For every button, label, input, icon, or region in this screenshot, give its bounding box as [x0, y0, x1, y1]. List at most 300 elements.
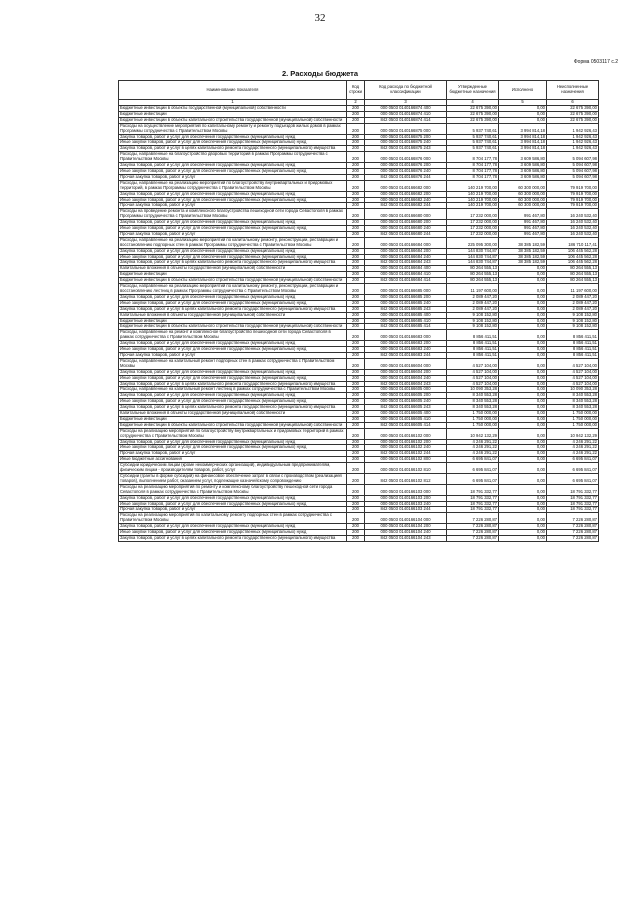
table-row [119, 134, 599, 140]
row-name: Иные закупки товаров, работ и услуг для обеспечения государственных (муниципальных) нужд [119, 140, 347, 146]
row-line-code: 200 [347, 416, 365, 422]
row-unexecuted: 16 240 532,40 [547, 209, 599, 220]
row-unexecuted: 22 675 390,00 [547, 106, 599, 112]
row-line-code: 200 [347, 300, 365, 306]
row-approved: 8 856 411,51 [447, 352, 499, 358]
row-executed: 0,00 [499, 445, 547, 451]
row-classification-code: 000 0503 0140166680 000 [365, 209, 447, 220]
row-executed: 0,00 [499, 416, 547, 422]
row-classification-code: 000 0503 0140166875 200 [365, 134, 447, 140]
row-line-code: 200 [347, 152, 365, 163]
column-number: 2 [347, 100, 365, 106]
row-line-code: 200 [347, 358, 365, 369]
row-name: Расходы, направленные на реализацию мероприятий по капитальному ремонту, реконструкции, реставрации и восстановлению подпорных стен в рамках Программы сотрудничества с Правительством Москвы [119, 237, 347, 248]
row-unexecuted: 2 089 447,20 [547, 294, 599, 300]
row-classification-code: 000 0503 0140166876 000 [365, 152, 447, 163]
row-approved: 8 340 553,28 [447, 399, 499, 405]
row-approved: 140 219 700,00 [447, 180, 499, 191]
row-classification-code: 000 0503 0140166680 200 [365, 220, 447, 226]
row-unexecuted: 8 856 411,51 [547, 347, 599, 353]
table-row [119, 248, 599, 254]
row-classification-code: 000 0503 0140166604 000 [365, 358, 447, 369]
row-name: Расходы, направленные на реализацию мероприятий по благоустройству внутриквартальных и придомовых территорий, в рамках Программы сотрудничества с Правительством Москвы [119, 180, 347, 191]
page-number: 32 [314, 12, 326, 24]
row-name: Закупка товаров, работ и услуг для обеспечения государственных (муниципальных) нужд [119, 341, 347, 347]
row-line-code: 200 [347, 411, 365, 417]
row-name: Закупка товаров, работ и услуг в целях капитального ремонта государственного (муниципального) имущества [119, 405, 347, 411]
row-classification-code: 000 0503 0140166682 200 [365, 191, 447, 197]
row-classification-code: 842 0503 0140166680 244 [365, 231, 447, 237]
row-unexecuted: 6 695 841,07 [547, 463, 599, 474]
header-approved: Утвержденные бюджетные назначения [447, 81, 499, 100]
row-classification-code: 000 0503 0140166682 240 [365, 197, 447, 203]
row-line-code: 200 [347, 347, 365, 353]
row-executed: 0,00 [499, 463, 547, 474]
row-name: Закупка товаров, работ и услуг для обеспечения государственных (муниципальных) нужд [119, 369, 347, 375]
row-approved: 8 704 177,78 [447, 174, 499, 180]
row-executed: 3 609 586,80 [499, 152, 547, 163]
row-approved: 2 089 447,20 [447, 306, 499, 312]
row-approved: 4 246 291,22 [447, 445, 499, 451]
row-executed: 0,00 [499, 524, 547, 530]
row-executed: 0,00 [499, 428, 547, 439]
table-row [119, 513, 599, 524]
row-executed: 0,00 [499, 106, 547, 112]
row-executed: 0,00 [499, 306, 547, 312]
row-classification-code: 000 0503 0140166684 240 [365, 254, 447, 260]
row-line-code: 200 [347, 318, 365, 324]
row-approved: 80 264 555,13 [447, 272, 499, 278]
row-unexecuted: 5 094 607,98 [547, 168, 599, 174]
row-classification-code: 000 0503 0140166104 000 [365, 513, 447, 524]
row-name: Расходы, направленные на ремонт и комплексное благоустройство пешеходной сети города Севастополя в рамках сотрудничества с Правительством Москвы [119, 330, 347, 341]
row-classification-code: 000 0503 0140166102 240 [365, 445, 447, 451]
row-approved: 7 226 280,87 [447, 524, 499, 530]
table-row [119, 163, 599, 169]
row-name: Прочая закупка товаров, работ и услуг [119, 203, 347, 209]
row-line-code: 200 [347, 237, 365, 248]
row-name: Расходы на проведение ремонта и комплексного благоустройства пешеходной сети города Севастополя в рамках Программы сотрудничества с Правительством Москвы [119, 209, 347, 220]
row-line-code: 200 [347, 117, 365, 123]
row-unexecuted: 9 108 152,80 [547, 318, 599, 324]
row-line-code: 200 [347, 111, 365, 117]
row-unexecuted: 7 226 280,87 [547, 513, 599, 524]
row-approved: 1 750 000,00 [447, 422, 499, 428]
row-executed: 0,00 [499, 474, 547, 485]
row-approved: 22 675 390,00 [447, 106, 499, 112]
row-name: Закупка товаров, работ и услуг в целях капитального ремонта государственного (муниципального) имущества [119, 306, 347, 312]
table-row [119, 260, 599, 266]
row-approved: 4 527 104,00 [447, 375, 499, 381]
row-classification-code: 000 0503 0140166103 200 [365, 495, 447, 501]
table-row [119, 152, 599, 163]
row-unexecuted: 79 919 700,00 [547, 180, 599, 191]
row-executed: 0,00 [499, 422, 547, 428]
row-unexecuted: 1 750 000,00 [547, 422, 599, 428]
row-approved: 18 791 332,77 [447, 507, 499, 513]
row-line-code: 200 [347, 134, 365, 140]
row-line-code: 200 [347, 393, 365, 399]
row-executed: 991 467,80 [499, 209, 547, 220]
row-line-code: 200 [347, 203, 365, 209]
row-line-code: 200 [347, 352, 365, 358]
row-executed: 3 994 814,18 [499, 146, 547, 152]
row-approved: 144 830 744,87 [447, 254, 499, 260]
row-line-code: 200 [347, 168, 365, 174]
row-name: Бюджетные инвестиции [119, 272, 347, 278]
row-executed: 0,00 [499, 399, 547, 405]
header-line-code: Код строки [347, 81, 365, 100]
row-unexecuted: 7 226 280,87 [547, 530, 599, 536]
row-name: Расходы, направленные на благоустройство дворовых территорий в рамках Программы сотрудничества с Правительством Москвы [119, 152, 347, 163]
row-line-code: 200 [347, 405, 365, 411]
row-classification-code: 000 0503 0140166680 240 [365, 226, 447, 232]
row-unexecuted: 8 856 411,51 [547, 330, 599, 341]
row-approved: 4 246 291,22 [447, 439, 499, 445]
row-classification-code: 000 0503 0140166683 000 [365, 330, 447, 341]
row-classification-code: 842 0503 0140166103 244 [365, 507, 447, 513]
column-number: 6 [547, 100, 599, 106]
table-row [119, 535, 599, 541]
row-line-code: 200 [347, 428, 365, 439]
row-line-code: 200 [347, 209, 365, 220]
row-executed: 3 994 814,18 [499, 140, 547, 146]
row-unexecuted: 6 695 841,07 [547, 474, 599, 485]
row-unexecuted: 1 750 000,00 [547, 416, 599, 422]
row-line-code: 200 [347, 457, 365, 463]
table-row [119, 220, 599, 226]
table-row [119, 191, 599, 197]
row-unexecuted: 1 942 926,43 [547, 140, 599, 146]
row-executed: 0,00 [499, 117, 547, 123]
row-unexecuted: 9 108 152,80 [547, 324, 599, 330]
row-unexecuted: 16 240 532,40 [547, 220, 599, 226]
row-executed: 0,00 [499, 451, 547, 457]
row-executed: 0,00 [499, 393, 547, 399]
row-executed: 0,00 [499, 411, 547, 417]
row-classification-code: 000 0503 0140166685 240 [365, 300, 447, 306]
row-classification-code: 000 0503 0140166876 240 [365, 168, 447, 174]
row-approved: 80 264 555,13 [447, 278, 499, 284]
row-line-code: 200 [347, 445, 365, 451]
row-classification-code: 000 0503 0140166684 400 [365, 266, 447, 272]
row-line-code: 200 [347, 306, 365, 312]
row-line-code: 200 [347, 439, 365, 445]
row-name: Закупка товаров, работ и услуг в целях капитального ремонта государственного (муниципального) имущества [119, 146, 347, 152]
row-classification-code: 000 0503 0140166605 240 [365, 399, 447, 405]
row-approved: 1 750 000,00 [447, 416, 499, 422]
row-unexecuted: 80 264 555,13 [547, 266, 599, 272]
row-executed: 0,00 [499, 284, 547, 295]
row-name: Закупка товаров, работ и услуг для обеспечения государственных (муниципальных) нужд [119, 134, 347, 140]
table-row [119, 474, 599, 485]
row-line-code: 200 [347, 387, 365, 393]
row-name: Прочая закупка товаров, работ и услуг [119, 451, 347, 457]
row-approved: 6 695 841,07 [447, 463, 499, 474]
row-executed: 0,00 [499, 111, 547, 117]
row-unexecuted: 11 197 600,00 [547, 284, 599, 295]
header-executed: Исполнено [499, 81, 547, 100]
row-classification-code: 000 0503 0140166684 000 [365, 237, 447, 248]
row-unexecuted: 2 089 447,20 [547, 300, 599, 306]
row-name: Капитальные вложения в объекты государственной (муниципальной) собственности [119, 312, 347, 318]
row-line-code: 200 [347, 422, 365, 428]
row-unexecuted: 4 527 104,00 [547, 375, 599, 381]
row-name: Бюджетные инвестиции [119, 111, 347, 117]
row-line-code: 200 [347, 463, 365, 474]
row-name: Иные закупки товаров, работ и услуг для обеспечения государственных (муниципальных) нужд [119, 168, 347, 174]
row-approved: 17 232 000,00 [447, 231, 499, 237]
row-unexecuted: 8 340 553,28 [547, 393, 599, 399]
table-row [119, 330, 599, 341]
row-approved: 8 856 411,51 [447, 341, 499, 347]
row-unexecuted: 18 791 332,77 [547, 501, 599, 507]
row-approved: 144 830 744,87 [447, 248, 499, 254]
row-name: Иные закупки товаров, работ и услуг для обеспечения государственных (муниципальных) нужд [119, 399, 347, 405]
row-executed: 991 467,80 [499, 226, 547, 232]
row-name: Иные закупки товаров, работ и услуг для обеспечения государственных (муниципальных) нужд [119, 226, 347, 232]
row-classification-code: 000 0503 0140166684 410 [365, 272, 447, 278]
row-classification-code: 842 0503 0140166604 243 [365, 381, 447, 387]
row-name: Расходы на осуществление мероприятий по капитальному ремонту и ремонту подъездов жилых домов в рамках Программы сотрудничества с Правительством Москвы [119, 123, 347, 134]
row-name: Закупка товаров, работ и услуг для обеспечения государственных (муниципальных) нужд [119, 495, 347, 501]
row-name: Капитальные вложения в объекты государственной (муниципальной) собственности [119, 266, 347, 272]
row-name: Закупка товаров, работ и услуг для обеспечения государственных (муниципальных) нужд [119, 439, 347, 445]
column-number: 4 [447, 100, 499, 106]
row-name: Расходы, направленные на капитальный ремонт подпорных стен в рамках сотрудничества с Правительством Москвы [119, 358, 347, 369]
row-line-code: 200 [347, 197, 365, 203]
row-approved: 7 226 280,87 [447, 535, 499, 541]
row-classification-code: 000 0503 0140166685 000 [365, 284, 447, 295]
row-classification-code: 842 0503 0140166102 812 [365, 474, 447, 485]
header-unexecuted: Неисполненные назначения [547, 81, 599, 100]
row-classification-code: 842 0503 0140166104 243 [365, 535, 447, 541]
row-executed: 0,00 [499, 358, 547, 369]
row-executed: 0,00 [499, 324, 547, 330]
row-executed: 0,00 [499, 278, 547, 284]
row-classification-code: 000 0503 0140166682 000 [365, 180, 447, 191]
row-approved: 9 108 152,80 [447, 318, 499, 324]
row-approved: 5 937 740,61 [447, 123, 499, 134]
row-classification-code: 842 0503 0140166875 243 [365, 146, 447, 152]
row-approved: 140 219 700,00 [447, 203, 499, 209]
row-classification-code: 000 0503 0140166685 410 [365, 318, 447, 324]
row-unexecuted: 7 226 280,87 [547, 535, 599, 541]
row-approved: 10 090 353,28 [447, 387, 499, 393]
row-unexecuted: 16 240 532,40 [547, 226, 599, 232]
row-classification-code: 842 0503 0140166685 243 [365, 306, 447, 312]
table-row [119, 146, 599, 152]
row-approved: 8 704 177,78 [447, 152, 499, 163]
row-classification-code: 000 0503 0140166605 410 [365, 416, 447, 422]
row-line-code: 200 [347, 140, 365, 146]
row-line-code: 200 [347, 284, 365, 295]
row-unexecuted: 106 445 562,28 [547, 260, 599, 266]
row-name: Иные закупки товаров, работ и услуг для обеспечения государственных (муниципальных) нужд [119, 501, 347, 507]
row-name: Иные закупки товаров, работ и услуг для обеспечения государственных (муниципальных) нужд [119, 530, 347, 536]
row-approved: 8 704 177,78 [447, 163, 499, 169]
row-line-code: 200 [347, 294, 365, 300]
row-name: Закупка товаров, работ и услуг в целях капитального ремонта государственного (муниципального) имущества [119, 260, 347, 266]
table-row [119, 284, 599, 295]
row-unexecuted: 1 750 000,00 [547, 411, 599, 417]
row-approved: 17 232 000,00 [447, 209, 499, 220]
table-row [119, 226, 599, 232]
row-approved: 22 675 390,00 [447, 117, 499, 123]
row-executed: 0,00 [499, 300, 547, 306]
column-number: 1 [119, 100, 347, 106]
row-executed: 0,00 [499, 375, 547, 381]
row-name: Расходы на реализацию мероприятий по ремонту и комплексному благоустройству пешеходной сети города Севастополя в рамках сотрудничества с Правительством Москвы [119, 484, 347, 495]
row-line-code: 200 [347, 507, 365, 513]
row-name: Закупка товаров, работ и услуг в целях капитального ремонта государственного (муниципального) имущества [119, 535, 347, 541]
row-unexecuted: 79 919 700,00 [547, 203, 599, 209]
row-approved: 9 108 152,80 [447, 312, 499, 318]
row-classification-code: 000 0503 0140166102 810 [365, 463, 447, 474]
row-name: Расходы, направленные на реализацию мероприятий по капитальному ремонту, реконструкции, реставрации и восстановлению лестниц в рамках Программы сотрудничества с Правительством Москвы [119, 284, 347, 295]
header-classification-code: Код расхода по бюджетной классификации [365, 81, 447, 100]
row-line-code: 200 [347, 341, 365, 347]
row-classification-code: 842 0503 0140166605 243 [365, 405, 447, 411]
row-approved: 4 527 104,00 [447, 381, 499, 387]
table-row [119, 428, 599, 439]
row-executed: 0,00 [499, 484, 547, 495]
row-name: Бюджетные инвестиции в объекты государственной (муниципальной) собственности [119, 106, 347, 112]
row-name: Расходы, направленные на капитальный ремонт лестниц в рамках сотрудничества с Правительством Москвы [119, 387, 347, 393]
row-unexecuted: 1 942 926,43 [547, 146, 599, 152]
row-classification-code: 842 0503 0140166685 414 [365, 324, 447, 330]
row-executed: 0,00 [499, 507, 547, 513]
row-classification-code: 000 0503 0140166103 000 [365, 484, 447, 495]
row-unexecuted: 106 445 562,28 [547, 254, 599, 260]
row-line-code: 200 [347, 146, 365, 152]
row-classification-code: 842 0503 0140166876 244 [365, 174, 447, 180]
row-executed: 3 994 814,18 [499, 123, 547, 134]
row-line-code: 200 [347, 501, 365, 507]
row-name: Иные закупки товаров, работ и услуг для обеспечения государственных (муниципальных) нужд [119, 197, 347, 203]
row-line-code: 200 [347, 524, 365, 530]
row-unexecuted: 10 942 132,29 [547, 428, 599, 439]
row-line-code: 200 [347, 191, 365, 197]
row-executed: 0,00 [499, 266, 547, 272]
row-line-code: 200 [347, 220, 365, 226]
row-name: Иные закупки товаров, работ и услуг для обеспечения государственных (муниципальных) нужд [119, 347, 347, 353]
row-unexecuted: 106 445 562,28 [547, 248, 599, 254]
table-row [119, 254, 599, 260]
row-approved: 80 264 555,13 [447, 266, 499, 272]
column-number: 5 [499, 100, 547, 106]
row-approved: 144 830 744,87 [447, 260, 499, 266]
row-executed: 60 300 000,00 [499, 180, 547, 191]
row-name: Прочая закупка товаров, работ и услуг [119, 174, 347, 180]
row-executed: 0,00 [499, 530, 547, 536]
row-name: Расходы на реализацию мероприятий по благоустройству внутриквартальных и придомовых территорий в рамках сотрудничества с Правительством Москвы [119, 428, 347, 439]
row-line-code: 200 [347, 180, 365, 191]
row-line-code: 200 [347, 226, 365, 232]
row-unexecuted: 4 246 291,22 [547, 439, 599, 445]
table-row [119, 237, 599, 248]
row-unexecuted: 6 695 841,07 [547, 457, 599, 463]
row-executed: 0,00 [499, 495, 547, 501]
row-unexecuted: 9 108 152,80 [547, 312, 599, 318]
table-row [119, 231, 599, 237]
row-classification-code: 842 0503 0140166684 414 [365, 278, 447, 284]
row-classification-code: 000 0503 0140166104 200 [365, 524, 447, 530]
row-approved: 6 695 841,07 [447, 474, 499, 485]
table-row [119, 209, 599, 220]
row-approved: 1 750 000,00 [447, 411, 499, 417]
row-unexecuted: 79 919 700,00 [547, 197, 599, 203]
row-classification-code: 842 0503 0140166683 244 [365, 352, 447, 358]
row-classification-code: 000 0503 0140166104 240 [365, 530, 447, 536]
row-unexecuted: 1 942 926,43 [547, 134, 599, 140]
row-unexecuted: 7 226 280,87 [547, 524, 599, 530]
row-unexecuted: 10 090 353,28 [547, 387, 599, 393]
row-line-code: 200 [347, 231, 365, 237]
row-name: Иные закупки товаров, работ и услуг для обеспечения государственных (муниципальных) нужд [119, 254, 347, 260]
row-executed: 0,00 [499, 457, 547, 463]
row-classification-code: 000 0503 0140166683 200 [365, 341, 447, 347]
row-executed: 0,00 [499, 501, 547, 507]
row-unexecuted: 4 246 291,22 [547, 445, 599, 451]
row-classification-code: 000 0503 0140166103 240 [365, 501, 447, 507]
row-unexecuted: 22 675 390,00 [547, 117, 599, 123]
row-unexecuted: 4 527 104,00 [547, 381, 599, 387]
row-line-code: 200 [347, 530, 365, 536]
row-name: Закупка товаров, работ и услуг для обеспечения государственных (муниципальных) нужд [119, 393, 347, 399]
row-name: Прочая закупка товаров, работ и услуг [119, 507, 347, 513]
section-title: 2. Расходы бюджета [281, 69, 359, 78]
row-unexecuted: 79 919 700,00 [547, 191, 599, 197]
row-name: Закупка товаров, работ и услуг в целях капитального ремонта государственного (муниципального) имущества [119, 381, 347, 387]
row-name: Бюджетные инвестиции в объекты капитального строительства государственной (муниципальной) собственности [119, 324, 347, 330]
row-approved: 5 937 740,61 [447, 146, 499, 152]
row-executed: 38 385 182,59 [499, 254, 547, 260]
row-executed: 0,00 [499, 369, 547, 375]
row-line-code: 200 [347, 174, 365, 180]
row-unexecuted: 18 791 332,77 [547, 484, 599, 495]
table-row [119, 463, 599, 474]
row-unexecuted: 16 240 532,40 [547, 231, 599, 237]
row-executed: 0,00 [499, 535, 547, 541]
row-executed: 0,00 [499, 294, 547, 300]
row-unexecuted: 80 264 555,13 [547, 278, 599, 284]
row-executed: 38 385 182,59 [499, 248, 547, 254]
row-approved: 2 089 447,20 [447, 300, 499, 306]
row-unexecuted: 18 791 332,77 [547, 507, 599, 513]
row-name: Субсидии (гранты в форме субсидий) на финансовое обеспечение затрат в связи с производством (реализацией товаров), выполнением работ, оказанием услуг, подлежащие казначейскому сопровождению [119, 474, 347, 485]
row-unexecuted: 2 089 447,20 [547, 306, 599, 312]
row-approved: 8 340 553,28 [447, 405, 499, 411]
row-classification-code: 000 0503 0140166605 400 [365, 411, 447, 417]
row-approved: 18 791 332,77 [447, 495, 499, 501]
row-classification-code: 000 0503 0140166874 400 [365, 106, 447, 112]
row-approved: 2 089 447,20 [447, 294, 499, 300]
row-line-code: 200 [347, 312, 365, 318]
row-unexecuted: 5 094 607,98 [547, 174, 599, 180]
row-approved: 140 219 700,00 [447, 197, 499, 203]
row-executed: 0,00 [499, 318, 547, 324]
row-approved: 4 246 291,22 [447, 451, 499, 457]
row-classification-code: 000 0503 0140166875 000 [365, 123, 447, 134]
header-row [119, 81, 599, 100]
row-classification-code: 842 0503 0140166874 414 [365, 117, 447, 123]
row-line-code: 200 [347, 330, 365, 341]
row-approved: 5 937 740,61 [447, 134, 499, 140]
table-row [119, 168, 599, 174]
row-classification-code: 000 0503 0140166876 200 [365, 163, 447, 169]
row-classification-code: 842 0503 0140166605 414 [365, 422, 447, 428]
